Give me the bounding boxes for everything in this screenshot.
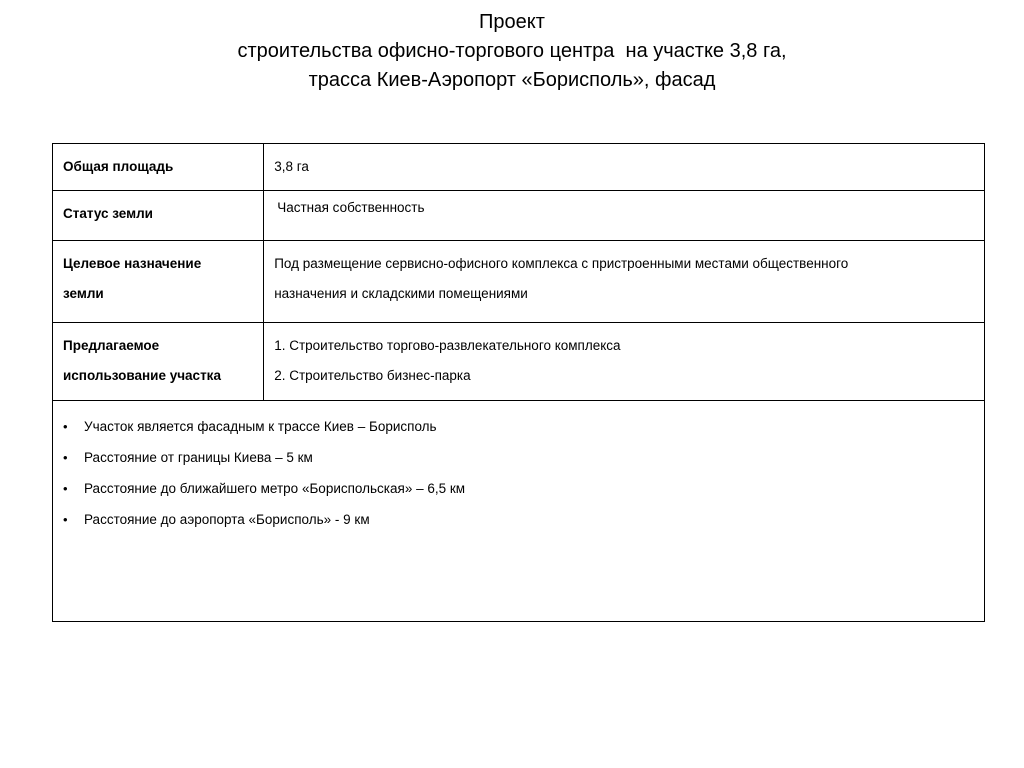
label-land-purpose-line-1: Целевое назначение <box>63 256 202 271</box>
bullet-text: Расстояние до ближайшего метро «Бориспольская» – 6,5 км <box>84 481 466 496</box>
value-proposed-usage-line-2: 2. Строительство бизнес-парка <box>274 368 471 383</box>
value-proposed-usage <box>264 323 985 401</box>
table-row-total-area <box>53 144 985 191</box>
label-proposed-usage <box>53 323 264 401</box>
label-proposed-usage-line-1: Предлагаемое <box>63 338 160 353</box>
property-info-table <box>52 143 985 622</box>
table-row-proposed-usage <box>53 323 985 401</box>
title-line-2: строительства офисно-торгового центра на участке 3,8 га, <box>237 40 787 62</box>
value-land-purpose-line-2: назначения и складскими помещениями <box>274 286 528 301</box>
bullet-text: Участок является фасадным к трассе Киев – Борисполь <box>84 419 437 434</box>
list-item <box>63 473 984 504</box>
title-line-3: трасса Киев-Аэропорт «Борисполь», фасад <box>308 69 716 91</box>
title-line-1: Проект <box>479 11 545 33</box>
label-total-area: Общая площадь <box>53 144 264 191</box>
location-notes-list <box>53 411 984 535</box>
list-item <box>63 442 984 473</box>
value-land-purpose-line-1: Под размещение сервисно-офисного комплекса с пристроенными местами общественного <box>274 256 849 271</box>
bullet-icon: • <box>63 450 68 465</box>
label-proposed-usage-line-2: использование участка <box>63 368 221 383</box>
bullet-icon: • <box>63 481 68 496</box>
label-land-purpose <box>53 241 264 323</box>
label-land-status: Статус земли <box>53 191 264 241</box>
value-land-status: Частная собственность <box>264 191 985 241</box>
bullet-text: Расстояние от границы Киева – 5 км <box>84 450 313 465</box>
bullet-icon: • <box>63 419 68 434</box>
table-row-land-status <box>53 191 985 241</box>
list-item <box>63 504 984 535</box>
label-land-purpose-line-2: земли <box>63 286 104 301</box>
bullet-text: Расстояние до аэропорта «Борисполь» - 9 км <box>84 512 370 527</box>
bullet-icon: • <box>63 512 68 527</box>
value-land-purpose <box>264 241 985 323</box>
table-row-location-notes <box>53 401 985 622</box>
location-notes-cell <box>53 401 985 622</box>
table-row-land-purpose <box>53 241 985 323</box>
value-proposed-usage-line-1: 1. Строительство торгово-развлекательного комплекса <box>274 338 621 353</box>
page-title <box>0 8 1024 95</box>
value-total-area: 3,8 га <box>264 144 985 191</box>
list-item <box>63 411 984 442</box>
